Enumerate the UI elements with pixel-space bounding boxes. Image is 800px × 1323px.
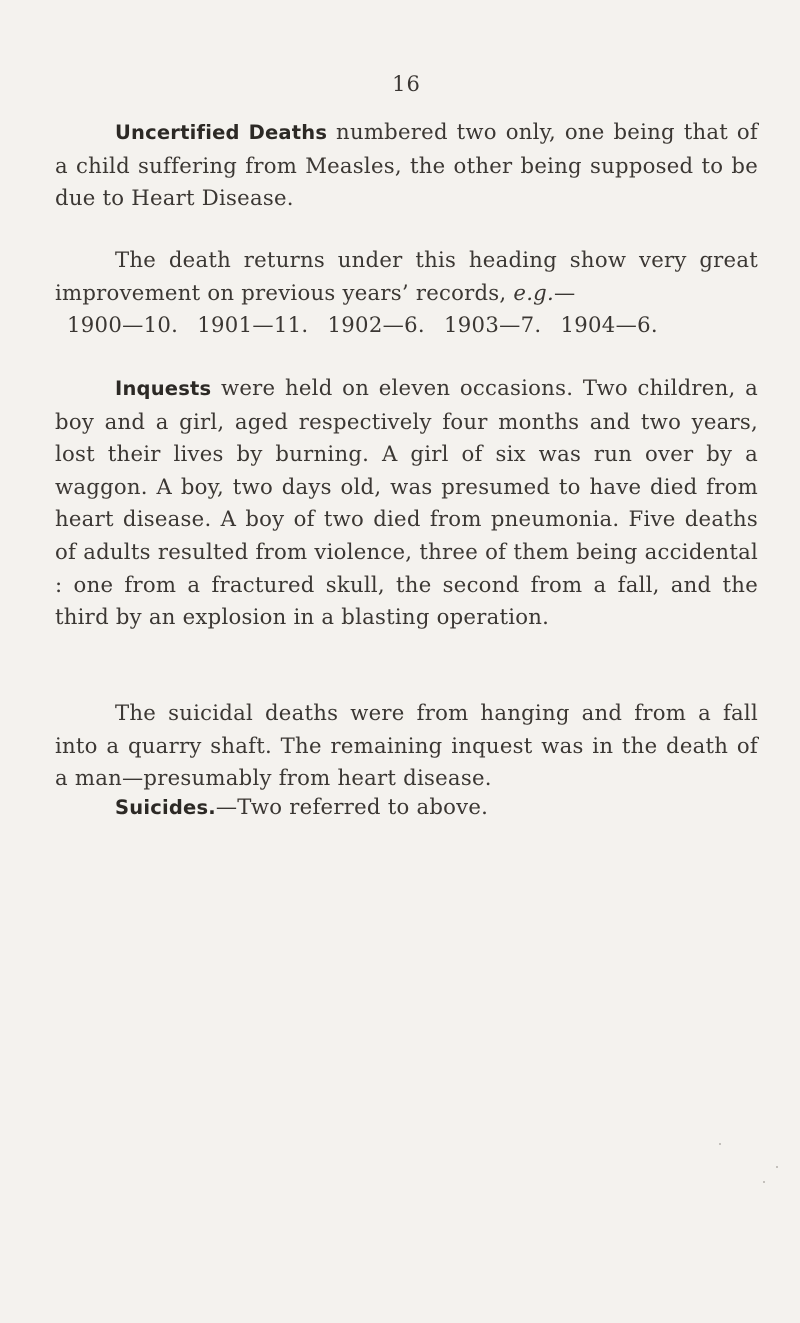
year-record: 1901—11. — [197, 312, 309, 337]
year-records-line — [67, 309, 757, 342]
paper-speck — [763, 1181, 765, 1183]
year-record: 1903—7. — [443, 312, 542, 337]
paper-speck — [776, 1166, 778, 1168]
paragraph-text: The death returns under this heading show very great improvement on previous years’ records, — [55, 247, 758, 305]
paper-speck — [719, 1143, 721, 1145]
year-record: 1902—6. — [327, 312, 425, 337]
paragraph-suicides — [55, 791, 758, 825]
paragraph-text: numbered two only, one being that of a child suffering from Measles, the other being supposed to be due to Heart Disease. — [55, 119, 758, 211]
paragraph-inquests — [55, 372, 758, 634]
paragraph-suicidal-deaths — [55, 697, 758, 795]
paragraph-text: —Two referred to above. — [215, 794, 489, 819]
eg-abbreviation: e.g. — [513, 279, 554, 305]
heading-uncertified-deaths: Uncertified Deaths — [115, 121, 328, 144]
page-number: 16 — [392, 72, 421, 96]
dash: — — [553, 279, 576, 305]
year-record: 1904—6. — [560, 312, 658, 337]
paragraph-death-returns — [55, 244, 758, 309]
heading-inquests: Inquests — [115, 377, 212, 400]
paragraph-uncertified-deaths — [55, 116, 758, 215]
paragraph-text: were held on eleven occasions. Two children, a boy and a girl, aged respectively four months and two years, lost their lives by burning. A girl of six was run over by a waggon. A boy, two days old, was presumed to have died from heart disease. A boy of two died from pneumonia. Five deaths of adults resulted from violence, three of them being accidental : one from a fractured skull, the second from a fall, and the third by an explosion in a blasting operation. — [55, 375, 758, 630]
paragraph-text: The suicidal deaths were from hanging and from a fall into a quarry shaft. The remaining inquest was in the death of a man—presumably from heart disease. — [55, 700, 758, 791]
year-record: 1900—10. — [67, 312, 179, 337]
heading-suicides: Suicides. — [115, 796, 216, 819]
